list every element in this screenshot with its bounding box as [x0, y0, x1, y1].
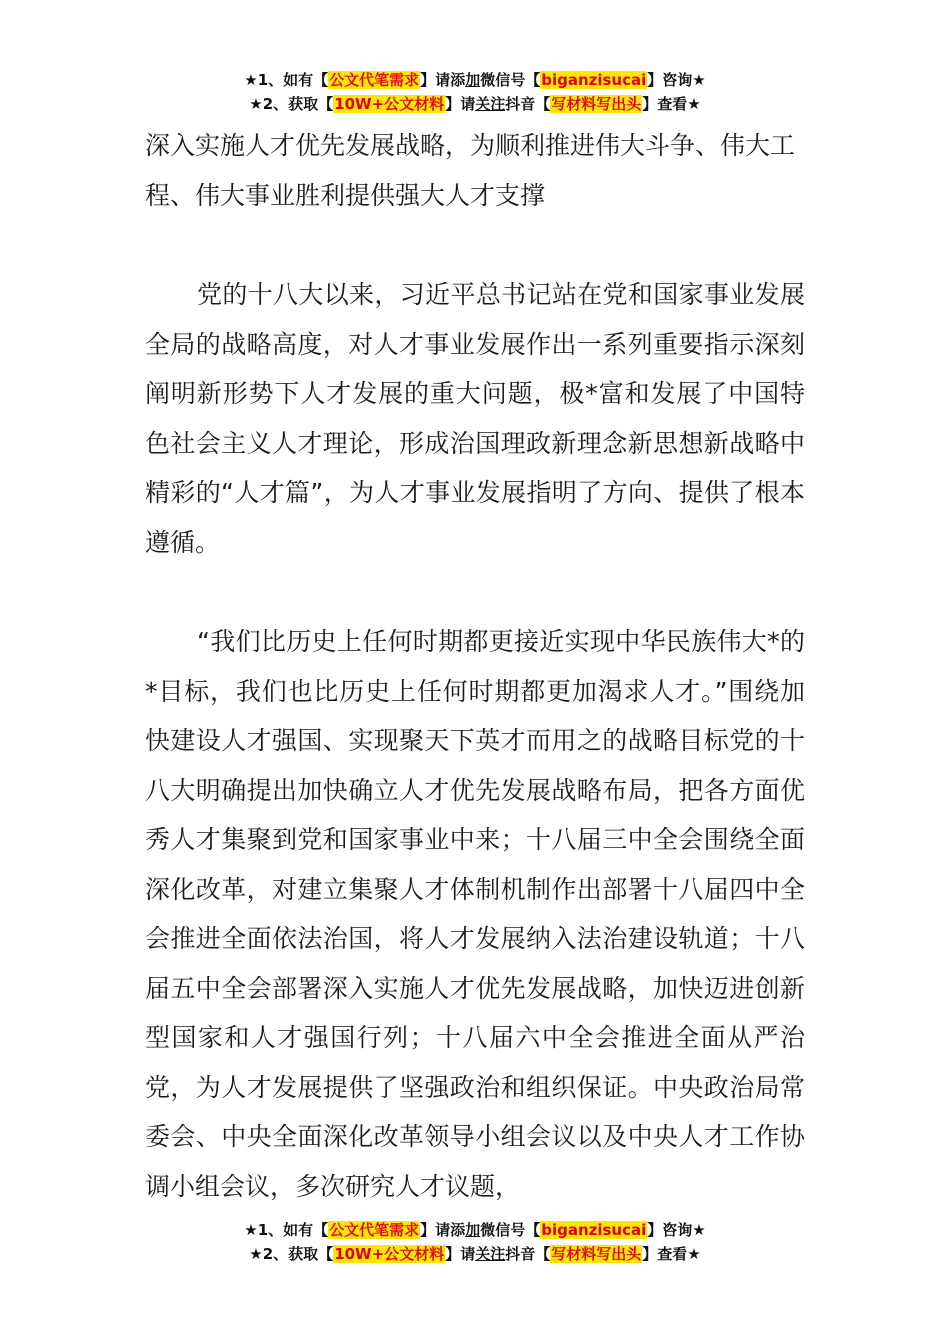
- promo-highlight: 10W+公文材料: [334, 1245, 445, 1263]
- promo-highlight: 写材料写出头: [551, 1245, 642, 1263]
- promo-highlight: 写材料写出头: [551, 95, 642, 113]
- promo-line-1: [0, 68, 950, 92]
- document-heading: 深入实施人才优先发展战略，为顺利推进伟大斗争、伟大工程、伟大事业胜利提供强大人才支撑: [145, 131, 796, 210]
- promo-text: 】查看★: [642, 95, 701, 113]
- promo-emphasis: 关注: [475, 95, 506, 113]
- promo-text: 】咨询★: [647, 71, 706, 89]
- top-promo-banner: [0, 68, 950, 116]
- promo-text: ★1、如有【: [244, 1221, 329, 1239]
- promo-text: 】查看★: [642, 1245, 701, 1263]
- promo-emphasis: 关注: [475, 1245, 506, 1263]
- promo-text: 】请添: [420, 71, 466, 89]
- promo-highlight: 公文代笔需求: [329, 71, 420, 89]
- bottom-promo-banner: [0, 1218, 950, 1266]
- promo-text: 】咨询★: [647, 1221, 706, 1239]
- paragraph: 党的十八大以来，习近平总书记站在党和国家事业发展全局的战略高度，对人才事业发展作出一系列重要指示深刻阐明新形势下人才发展的重大问题，极*富和发展了中国特色社会主义人才理论，形成治国理政新理念新思想新战略中精彩的“人才篇”，为人才事业发展指明了方向、提供了根本遵循。: [145, 280, 805, 557]
- promo-text: ★2、获取【: [249, 95, 334, 113]
- promo-emphasis: 加: [465, 71, 481, 89]
- promo-highlight: 公文代笔需求: [329, 1221, 420, 1239]
- promo-emphasis: 加: [465, 1221, 481, 1239]
- promo-text: 微信号【: [480, 1221, 541, 1239]
- promo-text: ★1、如有【: [244, 71, 329, 89]
- promo-text: ★2、获取【: [249, 1245, 334, 1263]
- promo-text: 抖音【: [505, 95, 551, 113]
- promo-highlight: biganzisucai: [541, 1221, 647, 1239]
- promo-text: 】请: [445, 95, 476, 113]
- promo-highlight: biganzisucai: [541, 71, 647, 89]
- paragraph: “我们比历史上任何时期都更接近实现中华民族伟大*的*目标，我们也比历史上任何时期都更加渴求人才。”围绕加快建设人才强国、实现聚天下英才而用之的战略目标党的十八大明确提出加快确立人才优先发展战略布局，把各方面优秀人才集聚到党和国家事业中来；十八届三中全会围绕全面深化改革，对建立集聚人才体制机制作出部署十八届四中全会推进全面依法治国，将人才发展纳入法治建设轨道；十八届五中全会部署深入实施人才优先发展战略，加快迈进创新型国家和人才强国行列；十八届六中全会推进全面从严治党，为人才发展提供了坚强政治和组织保证。中央政治局常委会、中央全面深化改革领导小组会议以及中央人才工作协调小组会议，多次研究人才议题，: [145, 627, 805, 1201]
- promo-line-1: [0, 1218, 950, 1242]
- promo-text: 抖音【: [505, 1245, 551, 1263]
- promo-text: 】请: [445, 1245, 476, 1263]
- document-body: [145, 121, 805, 1211]
- promo-line-2: [0, 1242, 950, 1266]
- promo-line-2: [0, 92, 950, 116]
- promo-text: 】请添: [420, 1221, 466, 1239]
- promo-highlight: 10W+公文材料: [334, 95, 445, 113]
- promo-text: 微信号【: [480, 71, 541, 89]
